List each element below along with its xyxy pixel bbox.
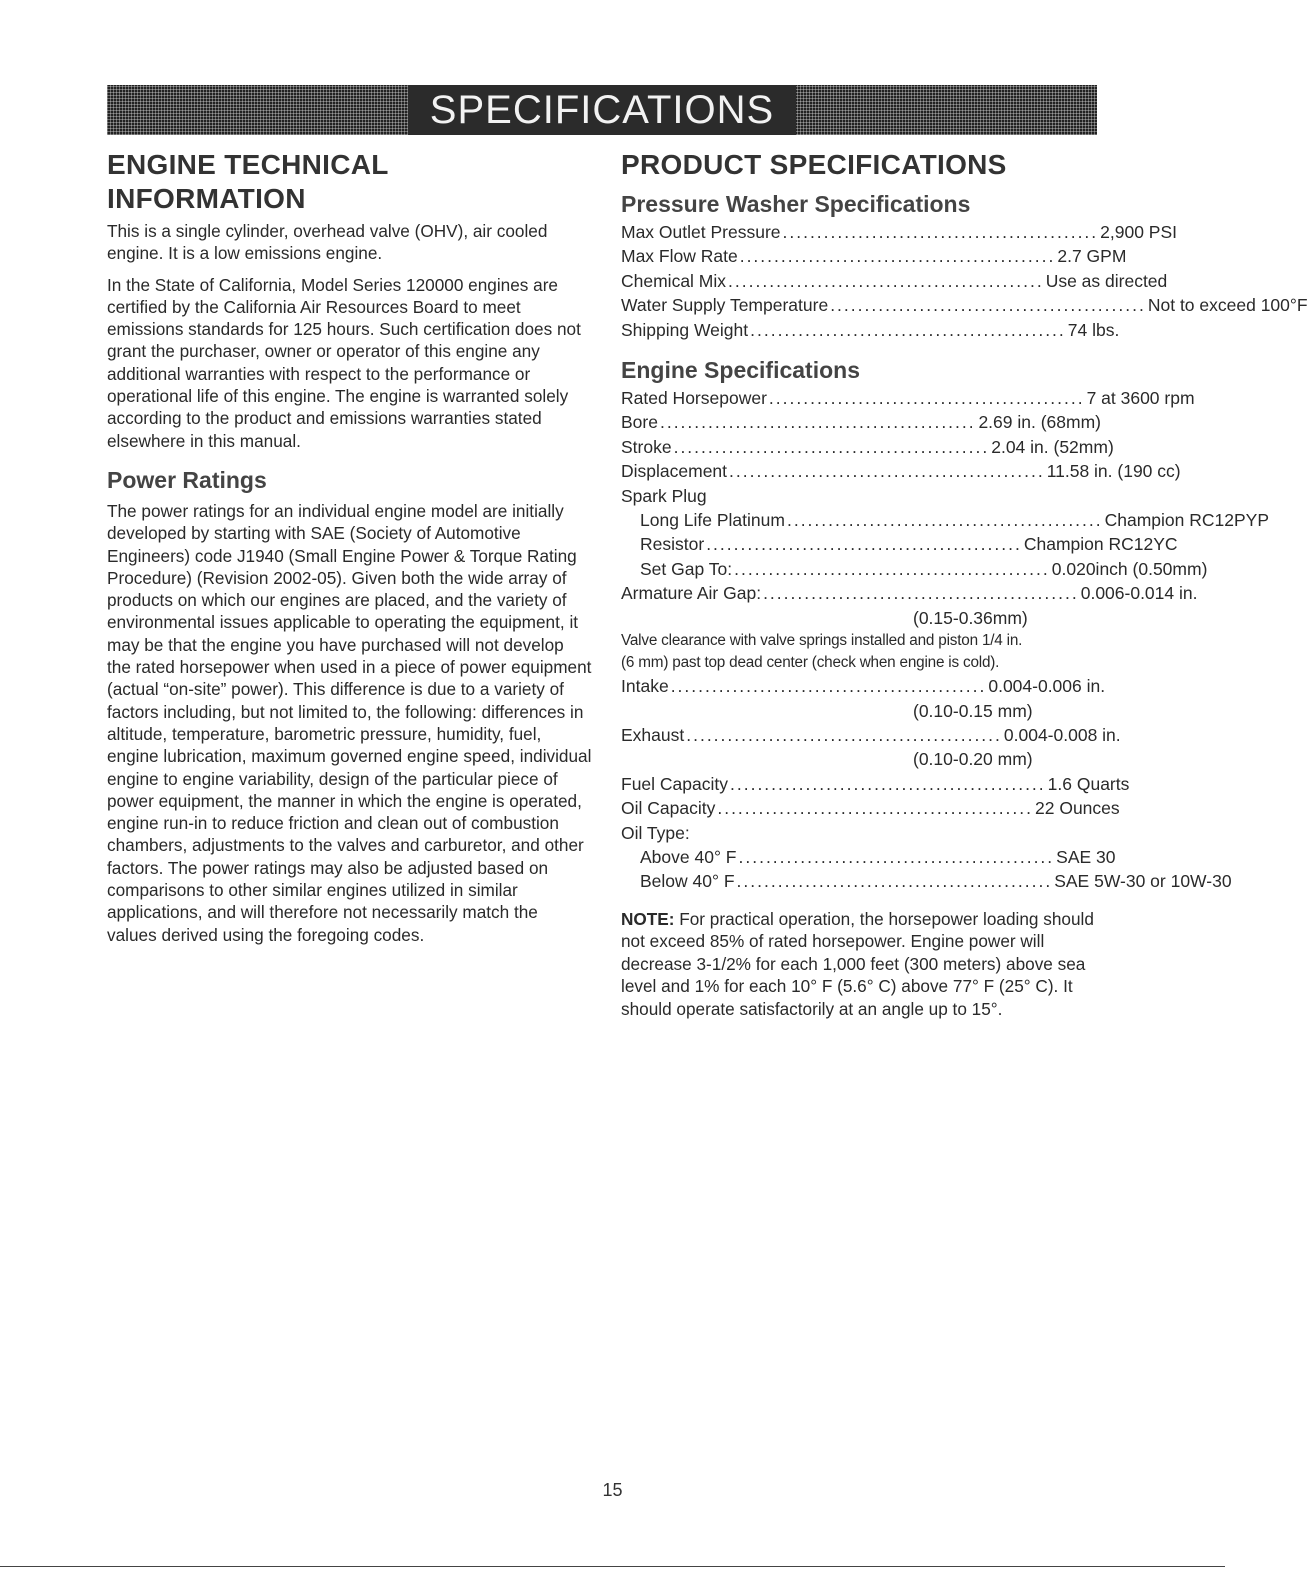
spec-row: Max Outlet Pressure .............................................. 2,900 PSI bbox=[621, 222, 1178, 242]
engine-technical-information-column bbox=[107, 148, 592, 946]
spec-row: Chemical Mix .............................................. Use as directed bbox=[621, 270, 1168, 291]
product-specifications-heading: PRODUCT SPECIFICATIONS bbox=[621, 149, 1007, 180]
spec-row-below-40f: Below 40° F .............................................. SAE 5W-30 or 10W-30 bbox=[640, 871, 1232, 892]
valve-clearance-note-line-1: Valve clearance with valve springs installed and piston 1/4 in. bbox=[621, 632, 1023, 650]
spec-row-armature-air-gap: Armature Air Gap: .............................................. 0.006-0.014 in. bbox=[621, 583, 1198, 604]
note-text: For practical operation, the horsepower loading should not exceed 85% of rated horsepower. Engine power will decrease 3-1/2% for each 1,000 feet (300 meters) above sea level and 1% for each 10° F (5.6° C) above 77° F (25° C). It should operate satisfactorily at an angle up to 15°. bbox=[621, 908, 1094, 1019]
bottom-rule bbox=[0, 1566, 1225, 1567]
spec-row-intake: Intake .............................................. 0.004-0.006 in. bbox=[621, 676, 1106, 697]
spec-row-fuel-capacity: Fuel Capacity .............................................. 1.6 Quarts bbox=[621, 773, 1130, 794]
intro-paragraph: This is a single cylinder, overhead valve (OHV), air cooled engine. It is a low emissions engine. bbox=[107, 221, 548, 264]
armature-metric-value: (0.15-0.36mm) bbox=[913, 607, 1028, 628]
california-paragraph: In the State of California, Model Series 120000 engines are certified by the California Air Resources Board to meet emissions standards for 125 hours. Such certification does not grant the purchaser, owner or operator of this engine any additional warranties with respect to the performance or operational life of this engine. The engine is warranted solely according to the product and emissions warranties stated elsewhere in this manual. bbox=[107, 274, 581, 451]
spec-row-bore: Bore .............................................. 2.69 in. (68mm) bbox=[621, 412, 1101, 433]
banner-title: SPECIFICATIONS bbox=[408, 85, 796, 135]
pressure-washer-spec-list bbox=[621, 220, 1308, 342]
spec-row-oil-capacity: Oil Capacity .............................................. 22 Ounces bbox=[621, 798, 1120, 819]
power-ratings-heading: Power Ratings bbox=[107, 466, 267, 493]
spec-row: Max Flow Rate .............................................. 2.7 GPM bbox=[621, 246, 1127, 267]
product-specifications-column bbox=[621, 148, 1308, 1037]
spark-plug-label: Spark Plug bbox=[621, 485, 707, 506]
exhaust-metric-value: (0.10-0.20 mm) bbox=[913, 749, 1033, 770]
pressure-washer-specs-heading: Pressure Washer Specifications bbox=[621, 191, 971, 217]
spec-row-exhaust: Exhaust .............................................. 0.004-0.008 in. bbox=[621, 724, 1121, 745]
note-label: NOTE: bbox=[621, 908, 675, 929]
oil-type-label: Oil Type: bbox=[621, 822, 690, 843]
spec-row-stroke: Stroke .............................................. 2.04 in. (52mm) bbox=[621, 436, 1114, 457]
page-number: 15 bbox=[602, 1480, 623, 1500]
spec-row-set-gap: Set Gap To: .............................................. 0.020inch (0.50mm) bbox=[640, 558, 1208, 579]
engine-technical-heading: ENGINE TECHNICAL INFORMATION bbox=[107, 149, 389, 214]
valve-clearance-note-line-2: (6 mm) past top dead center (check when engine is cold). bbox=[621, 654, 1000, 672]
specifications-banner bbox=[107, 85, 1097, 135]
intake-metric-value: (0.10-0.15 mm) bbox=[913, 700, 1033, 721]
spec-row: Shipping Weight .............................................. 74 lbs. bbox=[621, 319, 1120, 340]
spec-row-rated-horsepower: Rated Horsepower .............................................. 7 at 3600 rpm bbox=[621, 388, 1195, 409]
spec-row-long-life-platinum: Long Life Platinum .............................................. Champion RC12PYP bbox=[640, 510, 1270, 531]
spec-row-displacement: Displacement .............................................. 11.58 in. (190 cc) bbox=[621, 461, 1181, 482]
spec-row: Water Supply Temperature .............................................. Not to exceed 100°F bbox=[621, 295, 1308, 316]
spec-row-resistor: Resistor .............................................. Champion RC12YC bbox=[640, 534, 1178, 555]
horsepower-note bbox=[621, 908, 1101, 1021]
spec-row-above-40f: Above 40° F .............................................. SAE 30 bbox=[640, 846, 1116, 867]
engine-spec-list bbox=[621, 386, 1270, 894]
engine-specs-heading: Engine Specifications bbox=[621, 357, 860, 384]
power-ratings-paragraph: The power ratings for an individual engine model are initially developed by starting with SAE (Society of Automotive Engineers) code J1940 (Small Engine Power & Torque Rating Procedure) (Revision 2002-05). Given both the wide array of products on which our engines are placed, and the variety of environmental issues applicable to operating the equipment, it may be that the engine you have purchased will not develop the rated horsepower when used in a piece of power equipment (actual “on-site” power). This difference is due to a variety of factors including, but not limited to, the following: differences in altitude, temperature, barometric pressure, humidity, fuel, engine lubrication, maximum governed engine speed, individual engine to engine variability, design of the particular piece of power equipment, the manner in which the engine is operated, engine run-in to reduce friction and clean out of combustion chambers, adjustments to the valves and carburetor, and other factors. The power ratings may also be adjusted based on comparisons to other similar engines utilized in similar applications, and will therefore not necessarily match the values derived using the foregoing codes. bbox=[107, 500, 592, 945]
